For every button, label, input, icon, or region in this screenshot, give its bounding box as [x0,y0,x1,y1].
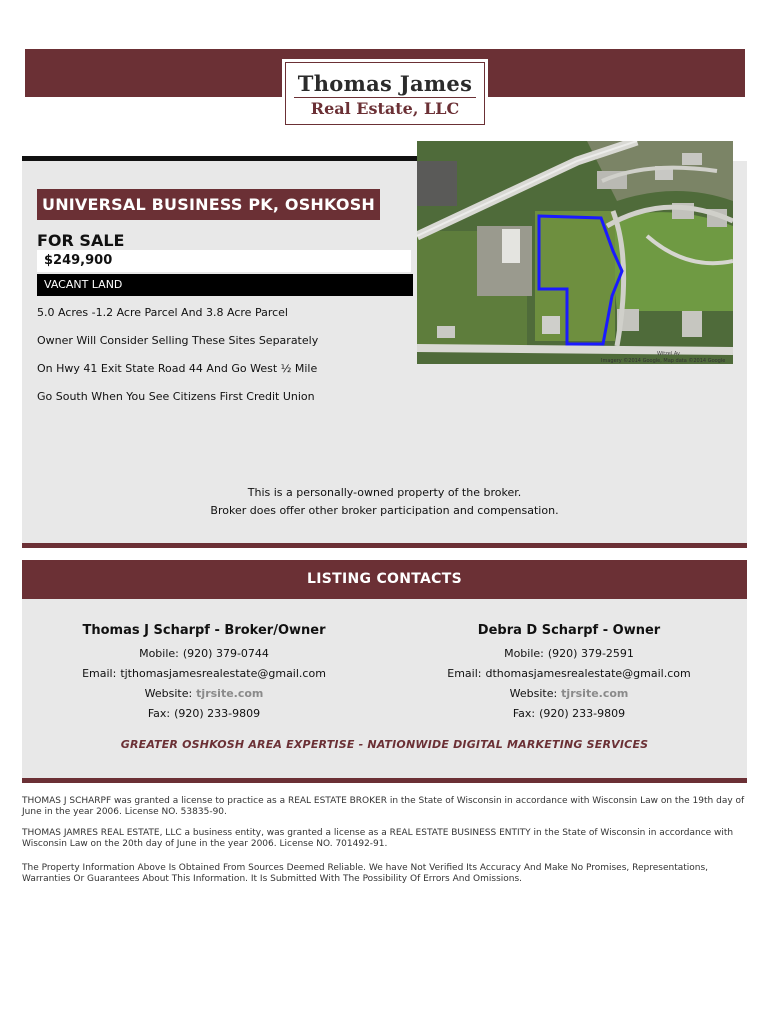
contact-fax [54,704,354,724]
contact-mobile [54,644,354,664]
listing-title: UNIVERSAL BUSINESS PK, OSHKOSH [37,189,380,220]
contact-name: Debra D Scharpf - Owner [477,623,661,638]
contact-email [54,664,354,684]
fax-label: Fax: [147,707,171,720]
contacts-heading: LISTING CONTACTS [22,560,747,599]
contact-email [419,664,719,684]
email-label: Email: [82,667,117,680]
mobile-value: (920) 379-2591 [547,647,634,660]
logo-subname: Real Estate, LLC [310,99,460,118]
website-link[interactable]: tjrsite.com [561,687,629,700]
entity-license-text: THOMAS JAMRES REAL ESTATE, LLC a business entity, was granted a license as a REAL ESTATE BUSINESS ENTITY in the State of Wisconsin in accordance with Wisconsin Law on the 20th day of June in the year 2006. License NO. 701492-91. [22,828,734,849]
website-label: Website: [144,687,193,700]
section-divider [22,778,747,783]
mobile-label: Mobile: [504,647,544,660]
svg-text:Imagery ©2014 Google, Map data: Imagery ©2014 Google, Map data ©2014 Google [601,358,726,364]
website-label: Website: [509,687,558,700]
disclaimer-text: The Property Information Above Is Obtained From Sources Deemed Reliable. We have Not Verified Its Accuracy And Make No Promises, Representations, Warranties Or Guarantees About This Information. It Is Submitted With The Possibility Of Errors And Omissions. [22,863,709,884]
listing-price: $249,900 [37,250,411,272]
detail-line: On Hwy 41 Exit State Road 44 And Go West ½ Mile [37,362,318,375]
contact-website [419,684,719,704]
contact-name: Thomas J Scharpf - Broker/Owner [82,623,326,638]
contact-fax [419,704,719,724]
fax-value: (920) 233-9809 [174,707,261,720]
broker-note: Broker does offer other broker participation and compensation. [210,504,559,517]
tagline: GREATER OSHKOSH AREA EXPERTISE - NATIONWIDE DIGITAL MARKETING SERVICES [120,738,649,751]
mobile-label: Mobile: [139,647,179,660]
fax-value: (920) 233-9809 [539,707,626,720]
company-logo [285,62,485,125]
logo-name: Thomas James [297,71,473,96]
contact-mobile [419,644,719,664]
contact-website [54,684,354,704]
property-type: VACANT LAND [37,274,413,296]
broker-note: This is a personally-owned property of the broker. [247,486,522,499]
aerial-photo [417,141,733,364]
logo-rule [294,97,476,98]
contact-card-thomas [54,620,354,724]
mobile-value: (920) 379-0744 [182,647,269,660]
broker-license-text: THOMAS J SCHARPF was granted a license to practice as a REAL ESTATE BROKER in the State of Wisconsin in accordance with Wisconsin Law on the 19th day of June in the year 2006. License NO. 53835-90. [22,796,745,817]
email-link[interactable]: tjthomasjamesrealestate@gmail.com [120,667,326,680]
sale-status: FOR SALE [37,231,125,250]
detail-line: Go South When You See Citizens First Credit Union [37,390,315,403]
email-link[interactable]: dthomasjamesrealestate@gmail.com [485,667,691,680]
detail-line: 5.0 Acres -1.2 Acre Parcel And 3.8 Acre Parcel [37,306,288,319]
website-link[interactable]: tjrsite.com [196,687,264,700]
contact-card-debra [419,620,719,724]
fax-label: Fax: [512,707,536,720]
svg-text:Witzel Av: Witzel Av [657,351,680,357]
email-label: Email: [447,667,482,680]
section-divider [22,543,747,548]
detail-line: Owner Will Consider Selling These Sites Separately [37,334,319,347]
